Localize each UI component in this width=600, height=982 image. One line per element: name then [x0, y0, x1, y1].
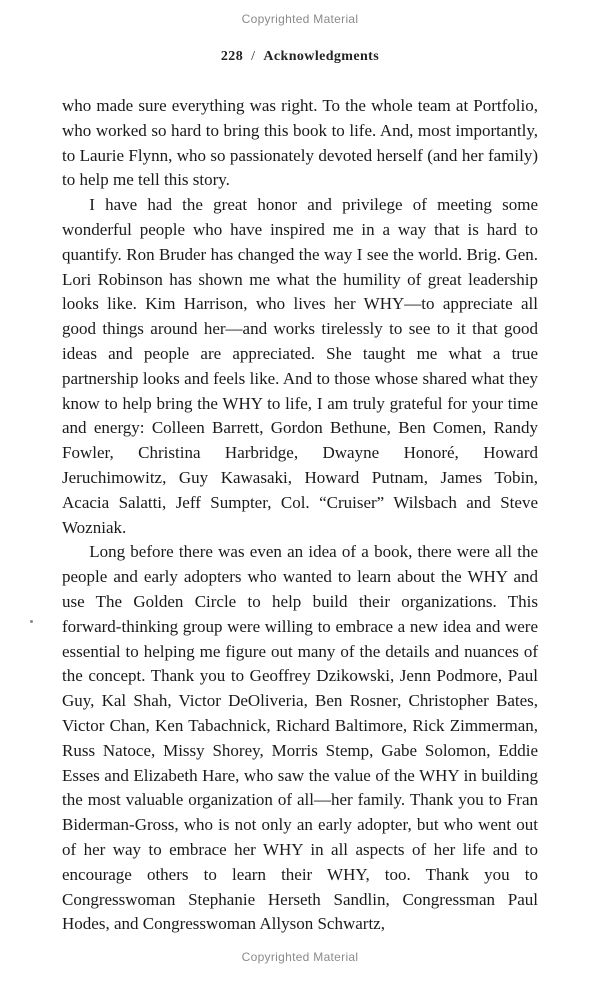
bottom-copyright-notice: Copyrighted Material — [241, 950, 359, 964]
page-header — [0, 49, 600, 65]
paragraph-2: I have had the great honor and privilege of meeting some wonderful people who have inspired me in a way that is hard to quantify. Ron Bruder has changed the way I see the world. Brig. Gen. Lori Robinson has shown me what the humility of great leadership looks like. Kim Harrison, who lives her WHY—to appreciate all good things around her—and works tirelessly to see to it that good ideas and people are appreciated. She taught me what a true partnership looks and feels like. And to those whose shared what they know to help bring the WHY to life, I am truly grateful for your time and energy: Colleen Barrett, Gordon Bethune, Ben Comen, Randy Fowler, Christina Harbridge, Dwayne Honoré, Howard Jeruchimowitz, Guy Kawasaki, Howard Putnam, James Tobin, Acacia Salatti, Jeff Sumpter, Col. “Cruiser” Wilsbach and Steve Wozniak. — [62, 195, 538, 537]
paragraph-1: who made sure everything was right. To the whole team at Portfolio, who worked so hard to bring this book to life. And, most importantly, to Laurie Flynn, who so passionately devoted herself (and her family) to help me tell this story. — [62, 96, 538, 190]
paragraph-3: Long before there was even an idea of a book, there were all the people and early adopters who wanted to learn about the WHY and use The Golden Circle to help build their organizations. This forward-thinking group were willing to embrace a new idea and were essential to helping me figure out many of the details and nuances of the concept. Thank you to Geoffrey Dzikowski, Jenn Podmore, Paul Guy, Kal Shah, Victor DeOliveria, Ben Rosner, Christopher Bates, Victor Chan, Ken Tabachnick, Richard Baltimore, Rick Zimmerman, Russ Natoce, Missy Shorey, Morris Stemp, Gabe Solomon, Eddie Esses and Elizabeth Hare, who saw the value of the WHY in building the most valuable organization of all—her family. Thank you to Fran Biderman-Gross, who is not only an early adopter, but who went out of her way to embrace her WHY in all aspects of her life and to encourage others to learn their WHY, too. Thank you to Congresswoman Stephanie Herseth Sandlin, Congressman Paul Hodes, and Congresswoman Allyson Schwartz, — [62, 542, 538, 934]
top-copyright-notice: Copyrighted Material — [241, 12, 359, 26]
header-separator: / — [251, 49, 256, 64]
margin-dot-artifact — [30, 620, 33, 623]
page-number: 228 — [220, 49, 244, 64]
chapter-title: Acknowledgments — [263, 49, 380, 64]
body-text — [62, 94, 538, 937]
